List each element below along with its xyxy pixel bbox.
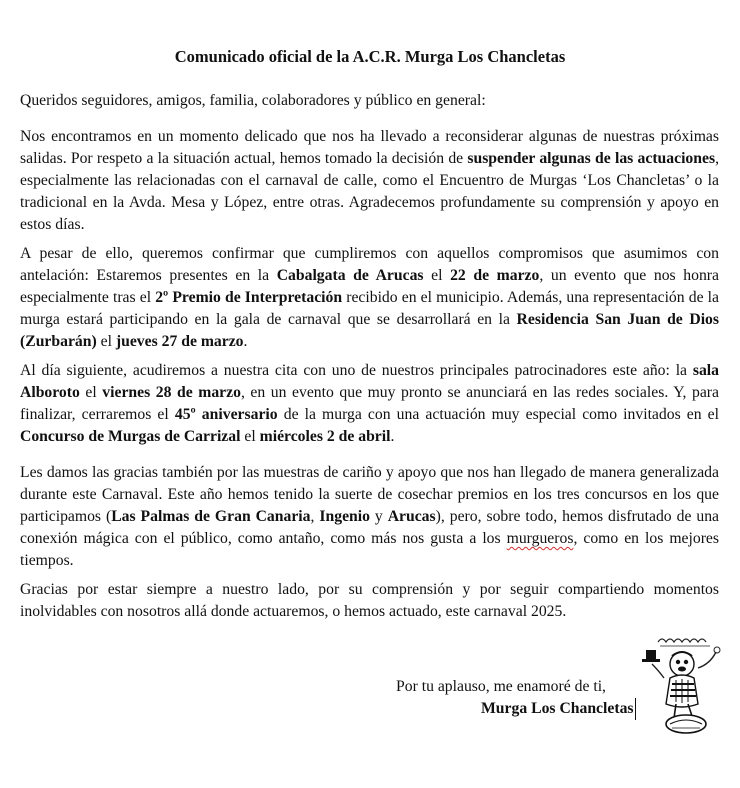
text-run: , xyxy=(310,508,320,525)
text-run: . xyxy=(243,333,248,350)
signature: Murga Los Chancletas xyxy=(481,698,636,720)
bold-run: 45º aniversario xyxy=(174,406,278,423)
bold-run: miércoles 2 de abril xyxy=(259,428,391,445)
text-run: ), pero, sobre todo, hemos disfrutado de una conexión mágica con el público, como antaño, como más nos gusta a los xyxy=(20,508,719,547)
text-run: de la murga con una actuación muy especial como invitados en el xyxy=(277,406,720,423)
bold-run: 22 de marzo xyxy=(450,267,540,284)
paragraph-thanks xyxy=(20,462,719,572)
greeting: Queridos seguidores, amigos, familia, colaboradores y público en general: xyxy=(20,92,486,109)
bold-run: sala Alboroto xyxy=(20,362,719,401)
text-run: Gracias por estar siempre a nuestro lado, por su comprensión y por seguir compartiendo momentos inolvidables con nosotros allá donde actuaremos, o hemos actuado, este carnaval 2025. xyxy=(20,581,719,620)
paragraph-gratitude xyxy=(20,579,719,623)
bold-run: Concurso de Murgas de Carrizal xyxy=(20,428,241,445)
bold-run: jueves 27 de marzo xyxy=(115,333,244,350)
bold-run: 2º Premio de Interpretación xyxy=(155,289,343,306)
paragraph-commitments xyxy=(20,243,719,353)
text-run: , como en los mejores tiempos. xyxy=(20,530,719,569)
bold-run: viernes 28 de marzo xyxy=(102,384,241,401)
text-run: Nos encontramos en un momento delicado que nos ha llevado a reconsiderar algunas de nuestras próximas salidas. Por respeto a la situación actual, hemos tomado la decisión de xyxy=(20,128,719,167)
bold-run: Cabalgata de Arucas xyxy=(276,267,424,284)
paragraph-suspension xyxy=(20,126,719,236)
text-run: recibido en el municipio. Además, una representación de la murga estará participando en la gala de carnaval que se desarrollará en la xyxy=(20,289,719,328)
text-run: el xyxy=(79,384,103,401)
bold-run: suspender algunas de las actuaciones xyxy=(467,150,716,167)
bold-run: Ingenio xyxy=(319,508,370,525)
bold-run: Arucas xyxy=(387,508,436,525)
document-title: Comunicado oficial de la A.C.R. Murga Los Chancletas xyxy=(174,47,566,66)
text-run: Al día siguiente, acudiremos a nuestra cita con uno de nuestros principales patrocinadores este año: la xyxy=(20,362,693,379)
text-run: Les damos las gracias también por las muestras de cariño y apoyo que nos han llegado de manera generalizada durante este Carnaval. Este año hemos tenido la suerte de cosechar premios en los tres concursos en los que participamos ( xyxy=(20,464,719,525)
murga-mascot-icon xyxy=(636,628,726,738)
text-run: el xyxy=(240,428,260,445)
text-run: A pesar de ello, queremos confirmar que cumpliremos con aquellos compromisos que asumimos con antelación: Estaremos presentes en la xyxy=(20,245,719,284)
paragraph-next-events xyxy=(20,360,719,448)
bold-run: Residencia San Juan de Dios (Zurbarán) xyxy=(20,311,720,350)
bold-run: Las Palmas de Gran Canaria xyxy=(111,508,311,525)
text-run: . xyxy=(390,428,395,445)
text-run: el xyxy=(96,333,116,350)
text-run: y xyxy=(369,508,388,525)
text-run: el xyxy=(423,267,451,284)
closing-line: Por tu aplauso, me enamoré de ti, xyxy=(396,678,606,695)
spellcheck-word: murgueros xyxy=(506,530,574,547)
text-run: , un evento que nos honra especialmente tras el xyxy=(20,267,719,306)
text-run: , especialmente las relacionadas con el carnaval de calle, como el Encuentro de Murgas ‘Los Chancletas’ o la tradicional en la Avda. Mesa y López, entre otras. Agradecemos profundamente su comprensión y apoyo en estos días. xyxy=(20,150,719,233)
text-run: , en un evento que muy pronto se anunciará en las redes sociales. Y, para finalizar, cerraremos el xyxy=(20,384,719,423)
